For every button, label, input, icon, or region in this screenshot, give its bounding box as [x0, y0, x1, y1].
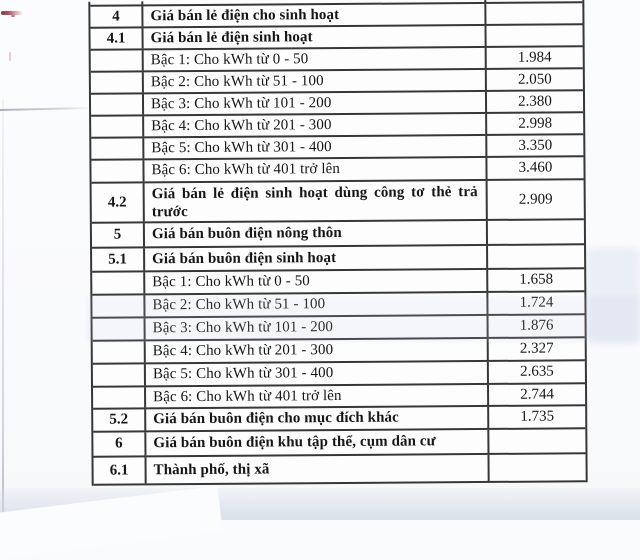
row-number-cell: 4: [90, 6, 143, 26]
row-price-cell: 2.744: [520, 385, 554, 403]
row-number-cell: 4.1: [91, 28, 144, 48]
row-description-cell: Bậc 1: Cho kWh từ 0 - 50: [144, 48, 487, 70]
red-pen-mark: [1, 11, 23, 15]
row-price-cell: [486, 0, 582, 2]
red-ink-speck: [9, 52, 11, 61]
row-description-cell: Bậc 6: Cho kWh từ 401 trở lên: [144, 158, 487, 181]
table-row: [93, 338, 585, 364]
row-price-cell: 2.050: [517, 71, 552, 88]
row-description-cell: Bậc 3: Cho kWh từ 101 - 200: [146, 316, 489, 339]
table-row: [92, 180, 584, 223]
row-description-cell: Bậc 3: Cho kWh từ 101 - 200: [144, 92, 487, 114]
paper-crease-line: [0, 107, 90, 111]
row-price-cell: 1.658: [519, 271, 554, 288]
row-description-cell: Thành phố, thị xã: [146, 455, 489, 483]
price-table: [88, 0, 587, 486]
row-number-cell: [93, 364, 146, 385]
row-number-cell: 5.1: [92, 248, 145, 270]
table-row: [93, 361, 585, 387]
scan-tint-right-margin: [586, 248, 640, 343]
row-price-cell: 2.998: [518, 115, 553, 132]
row-price-cell: [488, 245, 584, 268]
table-row: [91, 157, 583, 183]
row-price-cell: 3.350: [518, 137, 553, 154]
row-number-cell: 5: [92, 223, 145, 246]
row-number-cell: [92, 272, 145, 293]
table-row: [93, 315, 585, 341]
paper-edge-shadow: [2, 100, 4, 520]
row-number-cell: [93, 387, 146, 407]
table-row: [92, 220, 584, 248]
row-description-cell: Bậc 6: Cho kWh từ 401 trở lên: [146, 385, 489, 407]
row-price-cell: 2.380: [518, 93, 552, 110]
row-number-cell: [92, 295, 145, 316]
table-row: [92, 269, 584, 295]
row-number-cell: [91, 160, 144, 181]
row-number-cell: [91, 94, 144, 114]
table-row: [92, 245, 584, 272]
row-description-cell: Bậc 1: Cho kWh từ 0 - 50: [145, 270, 488, 293]
row-price-cell: 2.327: [519, 340, 554, 357]
row-price-cell: 3.460: [518, 159, 553, 176]
row-number-cell: 6.1: [93, 457, 146, 483]
row-number-cell: [93, 341, 146, 362]
row-description-cell: Giá bán lẻ điện sinh hoạt: [144, 26, 487, 48]
row-price-cell: 1.876: [519, 317, 554, 334]
row-description-cell: Giá bán buôn điện sinh hoạt: [145, 246, 488, 270]
row-number-cell: [90, 1, 143, 4]
row-price-cell: [489, 429, 585, 453]
table-row: [93, 406, 585, 432]
scan-bottom-shadow-band: [0, 488, 640, 520]
row-number-cell: [91, 50, 144, 70]
row-price-cell: [489, 454, 585, 481]
row-price-cell: [486, 25, 582, 46]
paper-corner-highlight: [0, 486, 223, 560]
row-description-cell: Bậc 2: Cho kWh từ 51 - 100: [145, 293, 488, 316]
row-price-cell: 2.635: [519, 363, 554, 380]
table-row: [92, 292, 584, 318]
red-pen-dot: [11, 15, 15, 17]
row-price-cell: 2.909: [518, 191, 553, 208]
row-number-cell: [93, 318, 146, 339]
row-price-cell: 1.735: [520, 408, 555, 425]
row-description-cell: Giá bán buôn điện cho mục đích khác: [146, 407, 489, 430]
row-price-cell: 1.724: [519, 294, 554, 311]
row-description-cell: Bậc 5: Cho kWh từ 301 - 400: [146, 362, 489, 385]
table-row: [93, 454, 585, 485]
row-number-cell: [91, 72, 144, 92]
row-number-cell: 4.2: [92, 183, 145, 221]
row-price-cell: [486, 3, 582, 24]
row-description-cell: Bậc 2: Cho kWh từ 51 - 100: [144, 70, 487, 92]
row-number-cell: 6: [93, 432, 146, 455]
row-price-cell: [488, 220, 584, 244]
row-description-cell: Bậc 4: Cho kWh từ 201 - 300: [146, 339, 489, 362]
row-price-cell: 1.984: [517, 49, 552, 66]
row-number-cell: [91, 138, 144, 158]
row-description-cell: Giá bán buôn điện khu tập thể, cụm dân cư: [146, 430, 489, 455]
row-description-cell: Bậc 5: Cho kWh từ 301 - 400: [144, 136, 487, 158]
row-description-cell: Bậc 4: Cho kWh từ 201 - 300: [144, 114, 487, 136]
row-number-cell: [91, 116, 144, 136]
row-description-cell: Giá bán lẻ điện cho sinh hoạt: [143, 4, 486, 26]
row-description-cell: Giá bán lẻ điện sinh hoạt dùng công tơ thẻ trả trước: [145, 181, 488, 221]
row-number-cell: 5.2: [93, 409, 146, 430]
table-row: [93, 429, 585, 457]
row-description-cell: Giá bán buôn điện nông thôn: [145, 221, 488, 246]
